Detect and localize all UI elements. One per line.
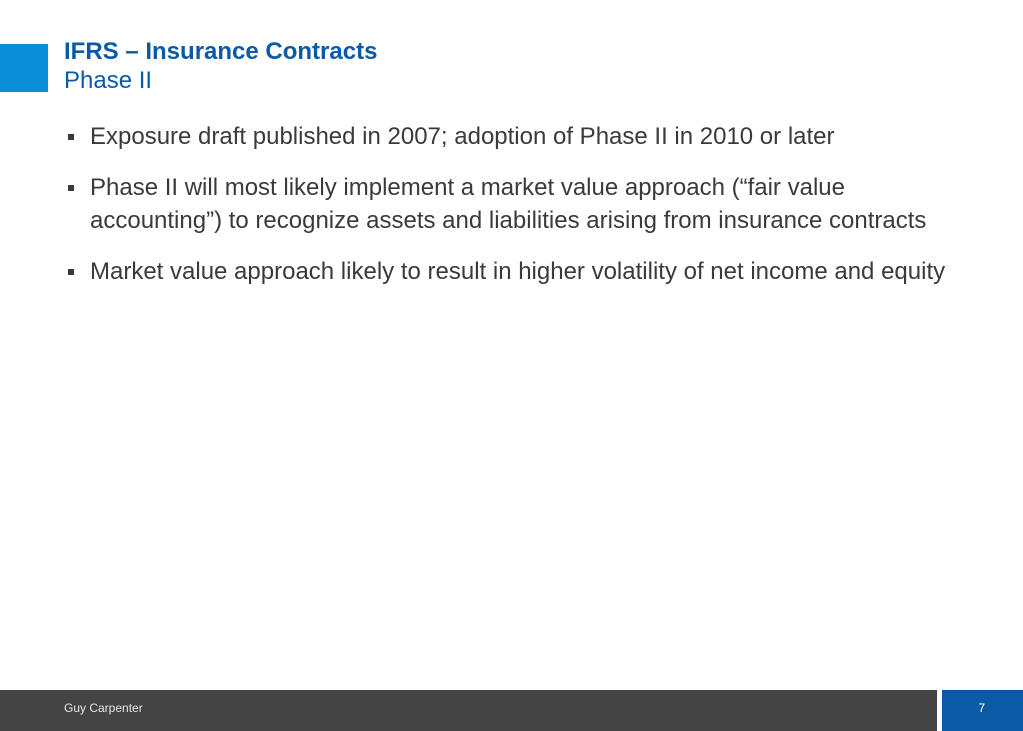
bullet-item bbox=[66, 120, 946, 153]
square-bullet-icon bbox=[68, 269, 74, 275]
bullet-text: Phase II will most likely implement a market value approach (“fair value accounting”) to recognize assets and liabilities arising from insurance contracts bbox=[90, 174, 927, 234]
bullet-item bbox=[66, 255, 946, 288]
footer-bar bbox=[0, 690, 937, 731]
bullet-text: Exposure draft published in 2007; adoption of Phase II in 2010 or later bbox=[90, 123, 835, 150]
square-bullet-icon bbox=[68, 185, 74, 191]
footer-company: Guy Carpenter bbox=[64, 701, 143, 715]
page-number: 7 bbox=[978, 701, 985, 715]
square-bullet-icon bbox=[68, 134, 74, 140]
bullet-list bbox=[66, 120, 946, 306]
slide-title: IFRS – Insurance Contracts bbox=[64, 38, 378, 65]
bullet-item bbox=[66, 171, 946, 237]
accent-block bbox=[0, 44, 48, 92]
bullet-text: Market value approach likely to result in higher volatility of net income and equity bbox=[90, 258, 946, 285]
slide-subtitle: Phase II bbox=[64, 67, 153, 94]
page-number-box bbox=[942, 690, 1023, 731]
